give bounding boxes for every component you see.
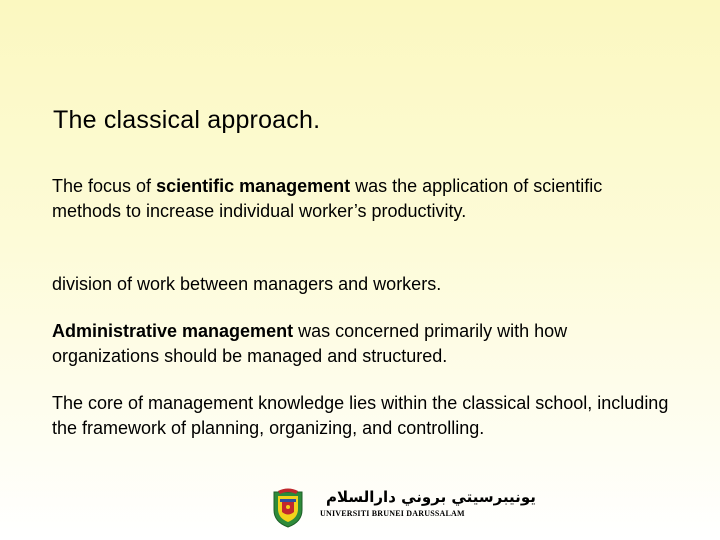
paragraph-text: was concerned primarily with how organizations should be managed and structured. bbox=[52, 321, 568, 366]
university-logo bbox=[268, 486, 536, 528]
paragraph-scientific-management bbox=[52, 174, 672, 223]
university-name-arabic: يونيبرسيتي بروني دارالسلام bbox=[326, 488, 536, 506]
university-name-latin: UNIVERSITI BRUNEI DARUSSALAM bbox=[320, 509, 465, 518]
paragraph-division-of-work: division of work between managers and workers. bbox=[52, 274, 442, 294]
emphasis-scientific-management: scientific management bbox=[156, 176, 351, 196]
emphasis-administrative-management: Administrative management bbox=[52, 321, 294, 341]
university-crest-icon bbox=[268, 486, 308, 528]
paragraph-administrative-management bbox=[52, 319, 672, 368]
paragraph-core-knowledge: The core of management knowledge lies within the classical school, including the framework of planning, organizing, and controlling. bbox=[52, 393, 669, 438]
paragraph-text: was the application of scientific methods to increase individual worker’s productivity. bbox=[52, 176, 603, 221]
slide-title: The classical approach. bbox=[53, 106, 321, 134]
paragraph-text: The focus of bbox=[52, 176, 157, 196]
